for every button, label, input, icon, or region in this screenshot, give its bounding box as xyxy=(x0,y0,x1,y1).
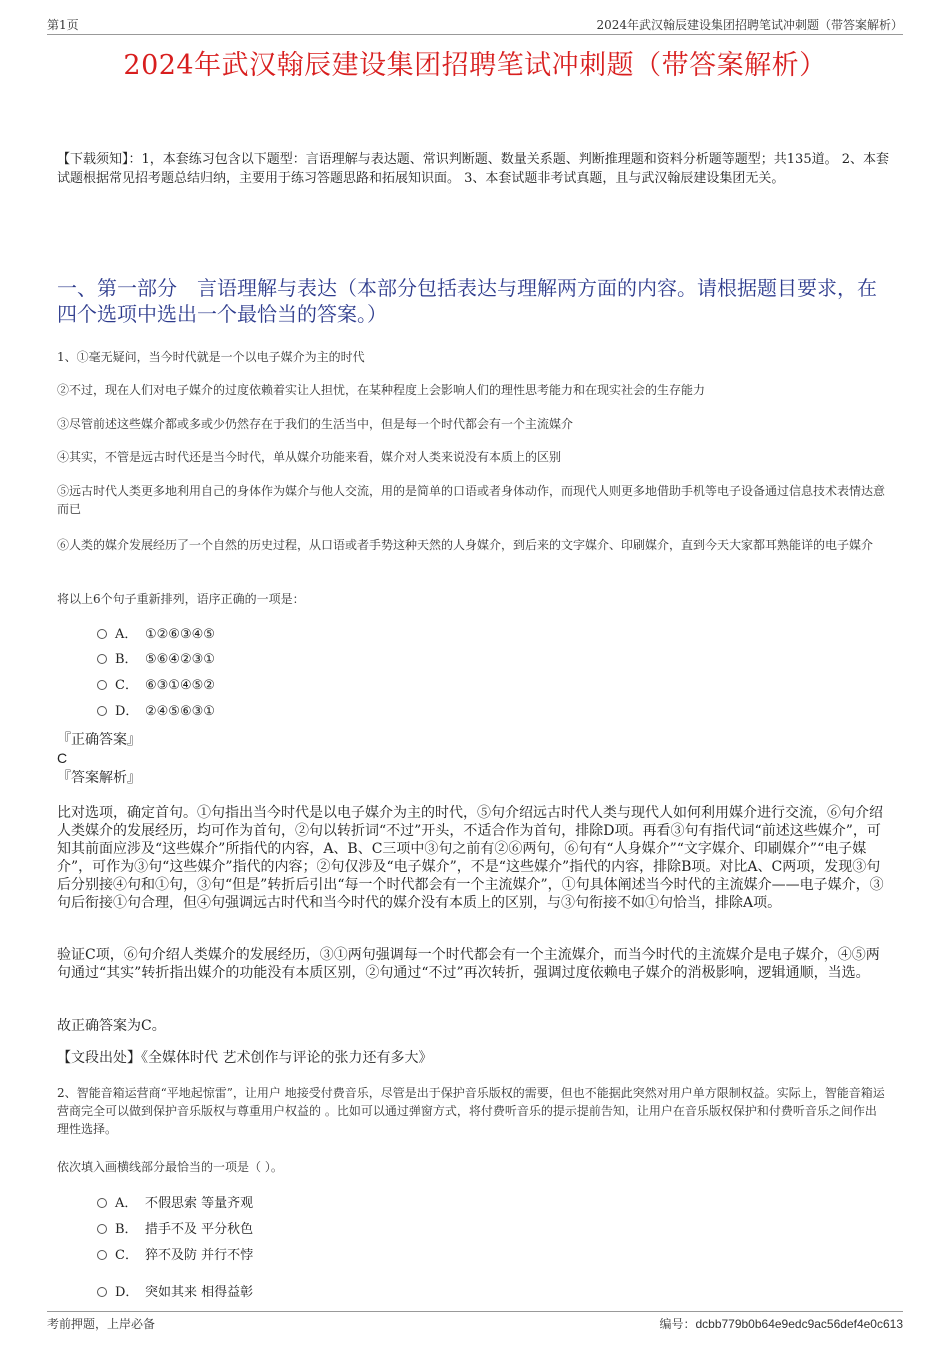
page-header xyxy=(47,14,903,35)
analysis-label: 『答案解析』 xyxy=(57,770,141,786)
option-letter: D． xyxy=(115,704,139,719)
analysis-paragraph-2: 验证C项，⑥句介绍人类媒介的发展经历，③①两句强调每一个时代都会有一个主流媒介，而当今时代的主流媒介是电子媒介，④⑤两句通过“其实”转折指出媒介的功能没有本质区别，②句通过“不过”再次转折，强调过度依赖电子媒介的消极影响，逻辑通顺，当选。 xyxy=(57,947,880,981)
option-text: ⑤⑥④②③① xyxy=(145,652,215,667)
option-text: ⑥③①④⑤② xyxy=(145,678,215,693)
q1-sentence-5: ⑤远古时代人类更多地利用自己的身体作为媒介与他人交流，用的是简单的口语或者身体动作，而现代人则更多地借助手机等电子设备通过信息技术表情达意而已 xyxy=(57,484,886,516)
q1-prompt: 将以上6个句子重新排列，语序正确的一项是： xyxy=(57,592,305,606)
radio-icon[interactable] xyxy=(97,1250,107,1260)
option-letter: A． xyxy=(115,1196,138,1211)
q1-sentence-1: 1、①毫无疑问，当今时代就是一个以电子媒介为主的时代 xyxy=(57,350,365,364)
option-letter: D． xyxy=(115,1285,139,1300)
q2-stem: 2、智能音箱运营商“平地起惊雷”，让用户 地接受付费音乐，尽管是出于保护音乐版权的需要，但也不能据此突然对用户单方限制权益。实际上，智能音箱运营商完全可以做到保护音乐版权与尊重用户权益的 。比如可以通过弹窗方式，将付费听音乐的提示提前告知，让用户在音乐版权保护和付费听音乐之间作出理性选择。 xyxy=(57,1086,885,1136)
q1-option-b[interactable] xyxy=(97,651,215,669)
option-text: ②④⑤⑥③① xyxy=(145,704,215,719)
radio-icon[interactable] xyxy=(97,1224,107,1234)
option-text: 不假思索 等量齐观 xyxy=(145,1196,254,1211)
text-source: 【文段出处】《全媒体时代 艺术创作与评论的张力还有多大》 xyxy=(57,1050,433,1066)
header-doc-title: 2024年武汉翰辰建设集团招聘笔试冲刺题（带答案解析） xyxy=(596,18,903,32)
q2-option-a[interactable] xyxy=(97,1195,253,1213)
q1-sentence-6: ⑥人类的媒介发展经历了一个自然的历史过程，从口语或者手势这种天然的人身媒介，到后来的文字媒介、印刷媒介，直到今天大家都耳熟能详的电子媒介 xyxy=(57,538,874,552)
option-text: ①②⑥③④⑤ xyxy=(145,627,215,642)
page-number: 第1页 xyxy=(47,18,79,32)
q1-sentence-2: ②不过，现在人们对电子媒介的过度依赖着实让人担忧，在某种程度上会影响人们的理性思考能力和在现实社会的生存能力 xyxy=(57,383,706,397)
answer-value: C xyxy=(57,750,68,766)
option-letter: A． xyxy=(115,627,138,642)
radio-icon[interactable] xyxy=(97,1198,107,1208)
section-heading: 一、第一部分 言语理解与表达（本部分包括表达与理解两方面的内容。请根据题目要求，在四个选项中选出一个最恰当的答案。） xyxy=(57,276,877,326)
option-text: 突如其来 相得益彰 xyxy=(145,1285,254,1300)
footer-code: 编号：dcbb779b0b64e9edc9ac56def4e0c613 xyxy=(659,1317,903,1331)
answer-label: 『正确答案』 xyxy=(57,732,141,748)
analysis-paragraph-1: 比对选项，确定首句。①句指出当今时代是以电子媒介为主的时代，⑤句介绍远古时代人类与现代人如何利用媒介进行交流，⑥句介绍人类媒介的发展经历，均可作为首句，②句以转折词“不过”开头，不适合作为首句，排除D项。再看③句有指代词“前述这些媒介”，可知其前面应涉及“这些媒介”所指代的内容，A、B、C三项中③句之前有②⑥两句，⑥句有“人身媒介”“文字媒介、印刷媒介”“电子媒介”，可作为③句“这些媒介”指代的内容；②句仅涉及“电子媒介”，不是“这些媒介”指代的内容，排除B项。对比A、C两项，发现③句后分别接④句和①句，③句“但是”转折后引出“每一个时代都会有一个主流媒介”，①句具体阐述当今时代的主流媒介——电子媒介，③句后衔接①句合理，但④句强调远古时代和当今时代的媒介没有本质上的区别，与③句衔接不如①句恰当，排除A项。 xyxy=(57,805,884,911)
q1-sentence-4: ④其实，不管是远古时代还是当今时代，单从媒介功能来看，媒介对人类来说没有本质上的区别 xyxy=(57,450,562,464)
radio-icon[interactable] xyxy=(97,680,107,690)
q1-option-c[interactable] xyxy=(97,677,215,695)
radio-icon[interactable] xyxy=(97,654,107,664)
q2-option-d[interactable] xyxy=(97,1284,253,1302)
analysis-conclusion: 故正确答案为C。 xyxy=(57,1018,166,1034)
option-letter: B． xyxy=(115,1222,138,1237)
page-footer xyxy=(47,1311,903,1332)
q1-option-d[interactable] xyxy=(97,703,215,721)
document-title: 2024年武汉翰辰建设集团招聘笔试冲刺题（带答案解析） xyxy=(123,50,827,81)
radio-icon[interactable] xyxy=(97,706,107,716)
option-letter: C． xyxy=(115,678,138,693)
option-text: 猝不及防 并行不悖 xyxy=(145,1248,254,1263)
download-notice: 【下载须知】：1，本套练习包含以下题型：言语理解与表达题、常识判断题、数量关系题、判断推理题和资料分析题等题型；共135道。 2、本套试题根据常见招考题总结归纳，主要用于练习答题思路和拓展知识面。 3、本套试题非考试真题，且与武汉翰辰建设集团无关。 xyxy=(57,152,889,186)
q2-prompt: 依次填入画横线部分最恰当的一项是（ ）。 xyxy=(57,1160,283,1174)
option-letter: B． xyxy=(115,652,138,667)
q2-option-c[interactable] xyxy=(97,1247,253,1265)
footer-slogan: 考前押题，上岸必备 xyxy=(47,1317,156,1331)
q2-option-b[interactable] xyxy=(97,1221,253,1239)
option-letter: C． xyxy=(115,1248,138,1263)
q1-sentence-3: ③尽管前述这些媒介都或多或少仍然存在于我们的生活当中，但是每一个时代都会有一个主流媒介 xyxy=(57,417,574,431)
q1-option-a[interactable] xyxy=(97,626,215,644)
radio-icon[interactable] xyxy=(97,1287,107,1297)
radio-icon[interactable] xyxy=(97,629,107,639)
option-text: 措手不及 平分秋色 xyxy=(145,1222,254,1237)
